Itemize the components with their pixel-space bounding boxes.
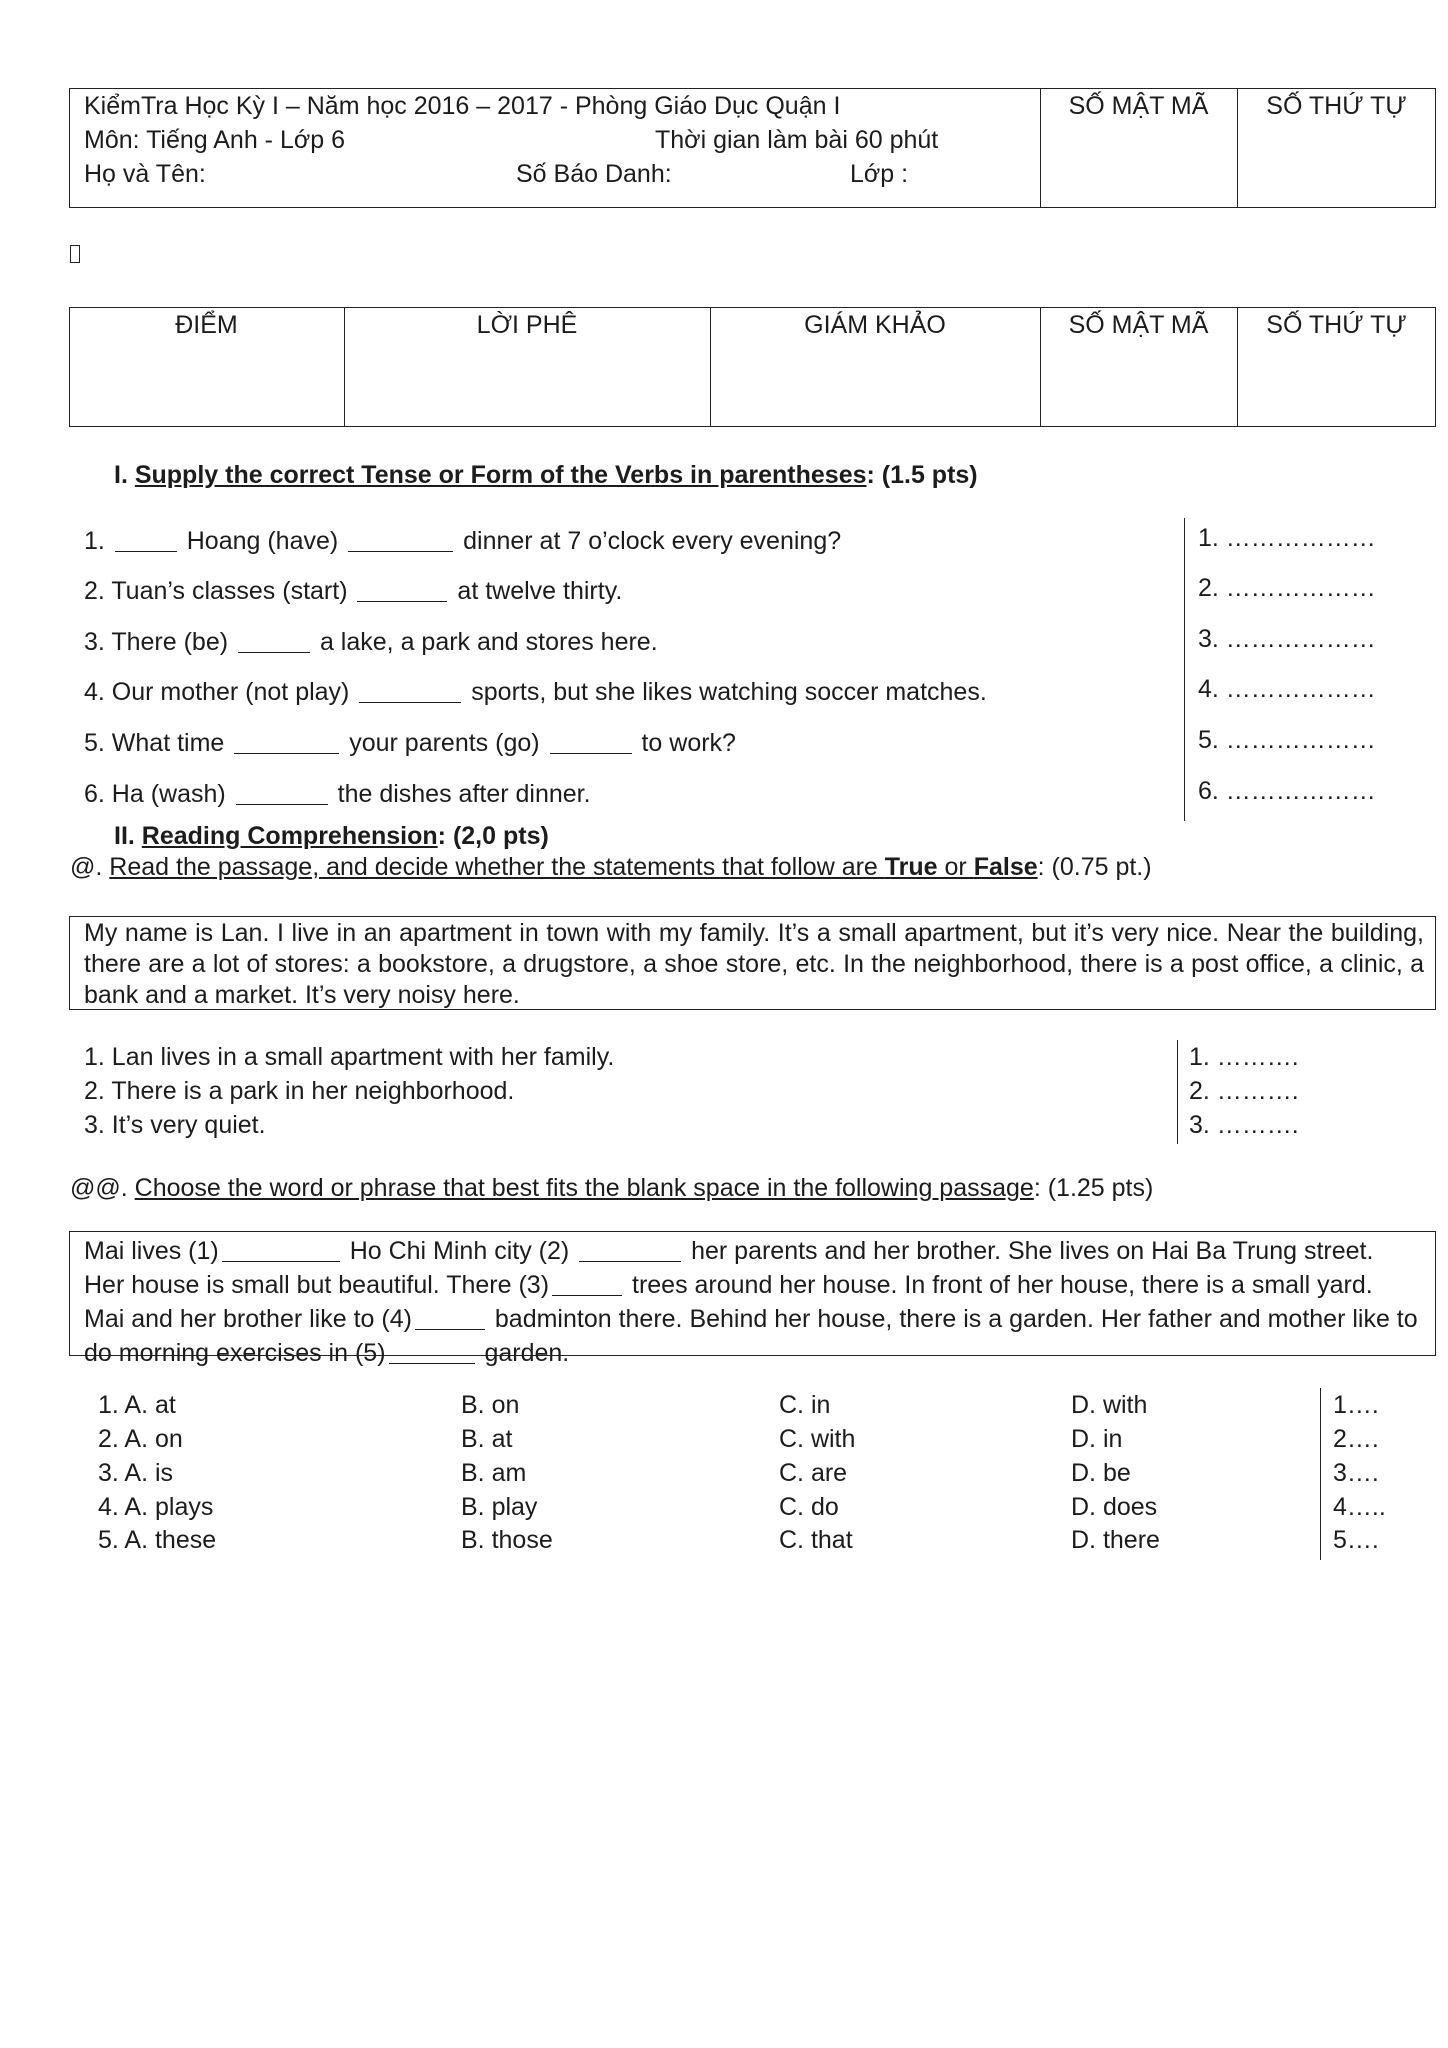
cloze-answer-5[interactable]: 5….: [1333, 1526, 1379, 1554]
cloze-answer-1[interactable]: 1….: [1333, 1391, 1379, 1419]
blank[interactable]: [550, 728, 632, 754]
subject-label: Môn: Tiếng Anh - Lớp 6: [84, 126, 345, 154]
blank[interactable]: [222, 1236, 340, 1262]
option-4-a[interactable]: 4. A. plays: [98, 1493, 214, 1521]
verb-answer-2[interactable]: 2. ………………: [1198, 574, 1376, 602]
option-1-c[interactable]: C. in: [779, 1391, 831, 1419]
verb-answer-3[interactable]: 3. ………………: [1198, 625, 1376, 653]
name-field-label: Họ và Tên:: [84, 160, 206, 188]
blank[interactable]: [357, 576, 447, 602]
section-1-points: : (1.5 pts): [866, 461, 978, 489]
sbd-field-label: Số Báo Danh:: [516, 160, 672, 188]
verb-question-1: 1. Hoang (have) dinner at 7 o’clock every evening?: [84, 527, 842, 555]
section-2-points: : (2,0 pts): [437, 822, 549, 850]
verb-question-3: 3. There (be) a lake, a park and stores here.: [84, 628, 658, 656]
verb-answer-6[interactable]: 6. ………………: [1198, 777, 1376, 805]
comment-label: LỜI PHÊ: [476, 311, 578, 339]
blank[interactable]: [236, 779, 328, 805]
verb-answer-1[interactable]: 1. ………………: [1198, 524, 1376, 552]
blank[interactable]: [415, 1304, 485, 1330]
option-1-a[interactable]: 1. A. at: [98, 1391, 176, 1419]
code-header-label: SỐ MẬT MÃ: [1068, 92, 1209, 120]
section-1-heading: [114, 461, 978, 490]
option-4-b[interactable]: B. play: [461, 1493, 538, 1521]
order-header-label: SỐ THỨ TỰ: [1266, 92, 1407, 120]
verb-answer-5[interactable]: 5. ………………: [1198, 726, 1376, 754]
option-5-d[interactable]: D. there: [1071, 1526, 1160, 1554]
part-a-answer-divider: [1177, 1040, 1178, 1144]
section-2-title: Reading Comprehension: [141, 822, 438, 850]
cloze-answer-4[interactable]: 4…..: [1333, 1493, 1386, 1521]
statement-1: 1. Lan lives in a small apartment with her family.: [84, 1043, 615, 1071]
blank[interactable]: [238, 627, 310, 653]
cloze-answer-2[interactable]: 2….: [1333, 1425, 1379, 1453]
option-3-c[interactable]: C. are: [779, 1459, 848, 1487]
cloze-passage: Mai lives (1) Ho Chi Minh city (2) her parents and her brother. She lives on Hai Ba Trung street. Her house is small but beautiful. There (3) trees around her house. In front of her house, there is a small yard. Mai and her brother like to (4) badminton there. Behind her house, there is a garden. Her father and mother like to do morning exercises in (5) garden.: [84, 1237, 1418, 1367]
blank[interactable]: [234, 728, 339, 754]
statement-3: 3. It’s very quiet.: [84, 1111, 266, 1139]
option-2-d[interactable]: D. in: [1071, 1425, 1123, 1453]
option-1-b[interactable]: B. on: [461, 1391, 520, 1419]
verb-answer-4[interactable]: 4. ………………: [1198, 675, 1376, 703]
option-3-d[interactable]: D. be: [1071, 1459, 1131, 1487]
section-1-title: Supply the correct Tense or Form of the Verbs in parentheses: [134, 461, 867, 489]
part-b-instruction: @@. Choose the word or phrase that best fits the blank space in the following passage: (1.25 pts): [70, 1174, 1154, 1202]
verb-question-2: 2. Tuan’s classes (start) at twelve thirty.: [84, 577, 623, 605]
option-5-a[interactable]: 5. A. these: [98, 1526, 217, 1554]
cut-mark-icon: [70, 245, 80, 263]
part-a-instruction: @. Read the passage, and decide whether the statements that follow are True or False: (0.75 pt.): [70, 853, 1152, 881]
time-label: Thời gian làm bài 60 phút: [655, 126, 939, 154]
tf-answer-1[interactable]: 1. ……….: [1189, 1043, 1299, 1071]
part-b-answer-divider: [1320, 1388, 1321, 1560]
section-1-prefix: I.: [114, 461, 135, 489]
section-1-answer-divider: [1184, 518, 1185, 821]
option-4-d[interactable]: D. does: [1071, 1493, 1158, 1521]
cloze-answer-3[interactable]: 3….: [1333, 1459, 1379, 1487]
blank[interactable]: [348, 526, 453, 552]
tf-answer-2[interactable]: 2. ……….: [1189, 1077, 1299, 1105]
order-label: SỐ THỨ TỰ: [1266, 311, 1407, 339]
option-3-b[interactable]: B. am: [461, 1459, 527, 1487]
option-5-c[interactable]: C. that: [779, 1526, 853, 1554]
option-1-d[interactable]: D. with: [1071, 1391, 1148, 1419]
option-2-b[interactable]: B. at: [461, 1425, 513, 1453]
code-label: SỐ MẬT MÃ: [1068, 311, 1209, 339]
section-2-prefix: II.: [114, 822, 142, 850]
option-3-a[interactable]: 3. A. is: [98, 1459, 174, 1487]
blank[interactable]: [579, 1236, 681, 1262]
reading-passage: My name is Lan. I live in an apartment in town with my family. It’s a small apartment, but it’s very nice. Near the building, there are a lot of stores: a bookstore, a drugstore, a shoe store, etc. In the neighborhood, there is a post office, a clinic, a bank and a market. It’s very noisy here.: [84, 919, 1424, 1009]
option-2-c[interactable]: C. with: [779, 1425, 856, 1453]
verb-question-4: 4. Our mother (not play) sports, but she likes watching soccer matches.: [84, 678, 987, 706]
exam-title: KiểmTra Học Kỳ I – Năm học 2016 – 2017 - Phòng Giáo Dục Quận I: [84, 92, 841, 120]
tf-answer-3[interactable]: 3. ……….: [1189, 1111, 1299, 1139]
verb-question-6: 6. Ha (wash) the dishes after dinner.: [84, 780, 591, 808]
blank[interactable]: [115, 526, 177, 552]
blank[interactable]: [389, 1338, 475, 1364]
option-4-c[interactable]: C. do: [779, 1493, 839, 1521]
verb-question-5: 5. What time your parents (go) to work?: [84, 729, 736, 757]
score-label: ĐIỂM: [175, 311, 238, 339]
option-2-a[interactable]: 2. A. on: [98, 1425, 183, 1453]
section-2-heading: [114, 822, 549, 851]
class-field-label: Lớp :: [850, 160, 909, 188]
blank[interactable]: [359, 677, 461, 703]
statement-2: 2. There is a park in her neighborhood.: [84, 1077, 515, 1105]
option-5-b[interactable]: B. those: [461, 1526, 553, 1554]
blank[interactable]: [552, 1270, 622, 1296]
examiner-label: GIÁM KHẢO: [804, 311, 946, 339]
